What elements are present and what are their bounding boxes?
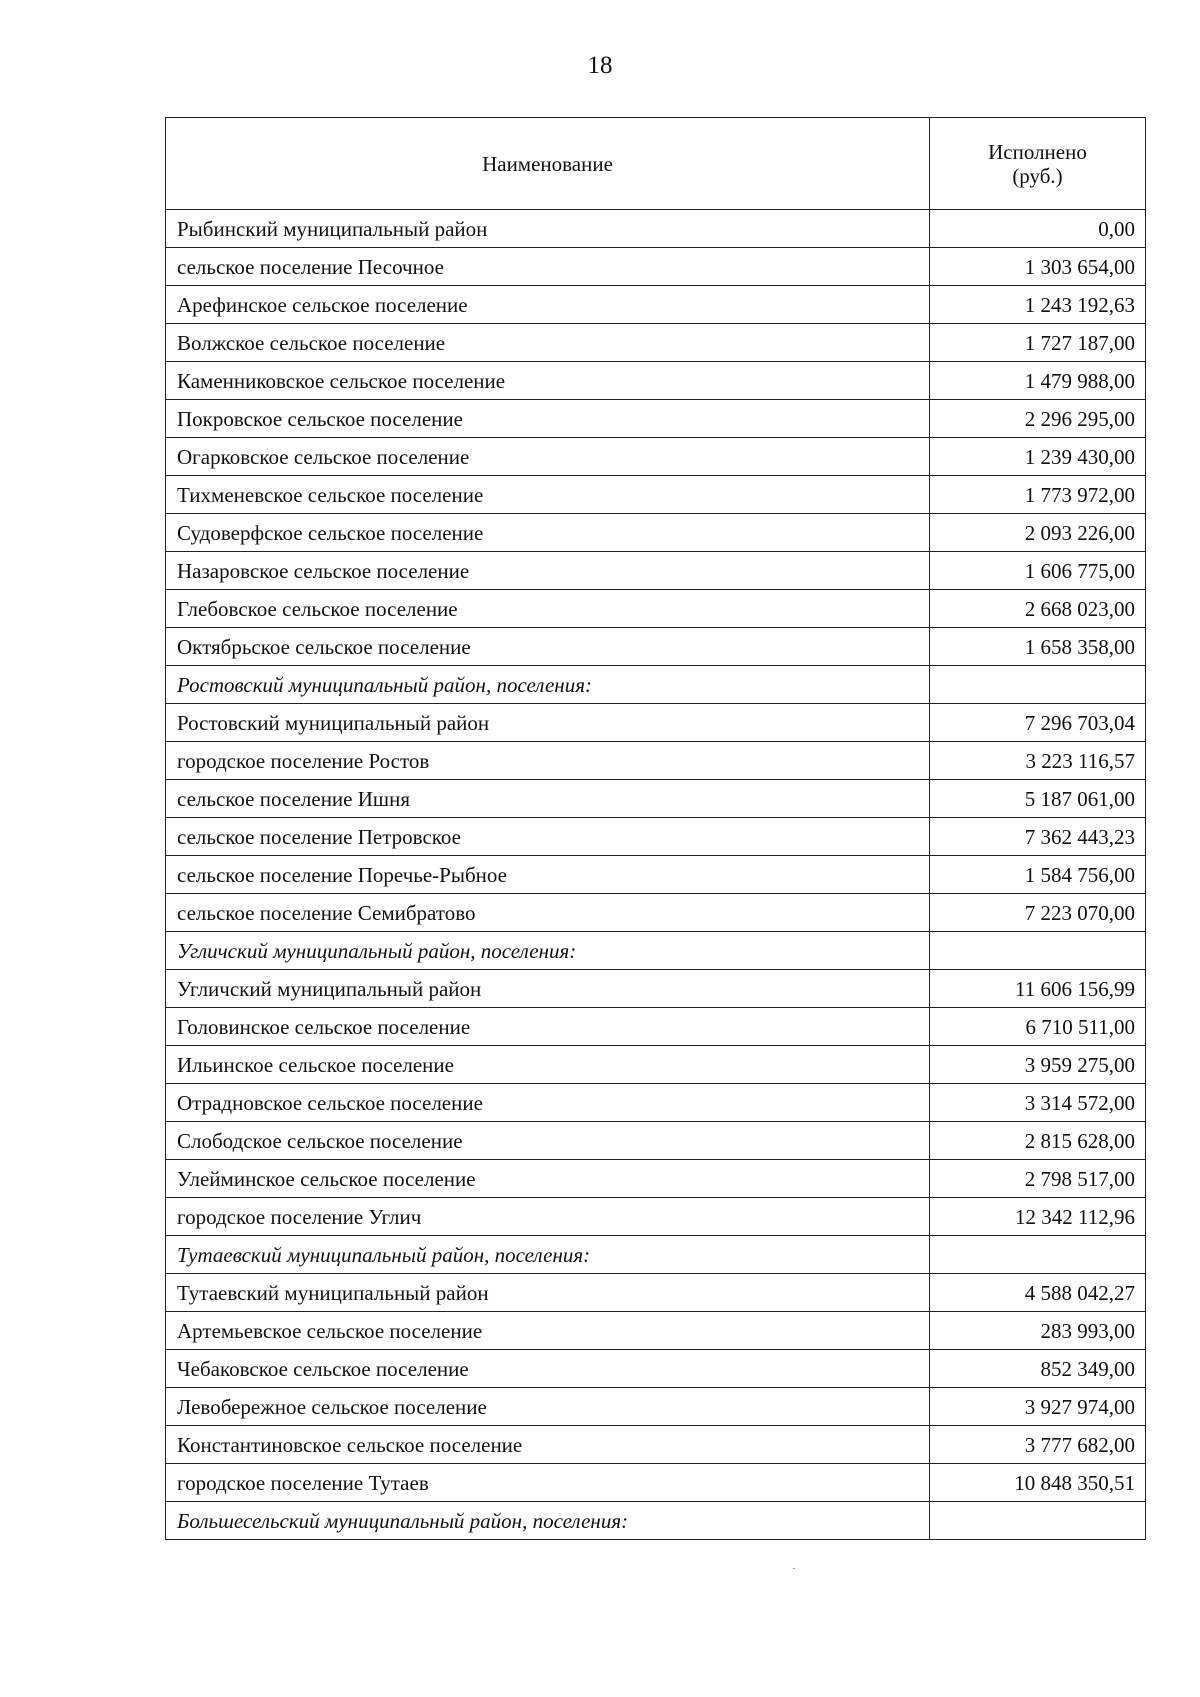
name-cell: Каменниковское сельское поселение bbox=[166, 362, 930, 400]
group-title-cell: Ростовский муниципальный район, поселения: bbox=[166, 666, 930, 704]
column-header-name: Наименование bbox=[166, 118, 930, 210]
table-row bbox=[166, 1388, 1146, 1426]
executed-amount-cell: 2 798 517,00 bbox=[930, 1160, 1146, 1198]
name-cell: городское поселение Тутаев bbox=[166, 1464, 930, 1502]
header-row bbox=[166, 118, 1146, 210]
name-cell: Волжское сельское поселение bbox=[166, 324, 930, 362]
table-row bbox=[166, 1198, 1146, 1236]
name-cell: сельское поселение Петровское bbox=[166, 818, 930, 856]
table-row bbox=[166, 476, 1146, 514]
name-cell: Артемьевское сельское поселение bbox=[166, 1312, 930, 1350]
table-row bbox=[166, 1008, 1146, 1046]
name-cell: Отрадновское сельское поселение bbox=[166, 1084, 930, 1122]
executed-amount-cell: 1 658 358,00 bbox=[930, 628, 1146, 666]
name-cell: Тихменевское сельское поселение bbox=[166, 476, 930, 514]
scan-speck bbox=[793, 1568, 795, 1569]
executed-amount-cell: 3 314 572,00 bbox=[930, 1084, 1146, 1122]
name-cell: сельское поселение Семибратово bbox=[166, 894, 930, 932]
name-cell: Огарковское сельское поселение bbox=[166, 438, 930, 476]
executed-amount-cell bbox=[930, 666, 1146, 704]
executed-amount-cell: 11 606 156,99 bbox=[930, 970, 1146, 1008]
column-header-executed-line2: (руб.) bbox=[1012, 163, 1063, 188]
name-cell: Угличский муниципальный район bbox=[166, 970, 930, 1008]
table-row bbox=[166, 248, 1146, 286]
group-header-row bbox=[166, 932, 1146, 970]
table-row bbox=[166, 1122, 1146, 1160]
name-cell: Ильинское сельское поселение bbox=[166, 1046, 930, 1084]
table-row bbox=[166, 780, 1146, 818]
table-row bbox=[166, 590, 1146, 628]
table-row bbox=[166, 742, 1146, 780]
name-cell: Арефинское сельское поселение bbox=[166, 286, 930, 324]
executed-amount-cell: 6 710 511,00 bbox=[930, 1008, 1146, 1046]
name-cell: сельское поселение Ишня bbox=[166, 780, 930, 818]
executed-amount-cell: 1 773 972,00 bbox=[930, 476, 1146, 514]
table-row bbox=[166, 1046, 1146, 1084]
name-cell: Константиновское сельское поселение bbox=[166, 1426, 930, 1464]
executed-amount-cell: 3 927 974,00 bbox=[930, 1388, 1146, 1426]
executed-amount-cell: 4 588 042,27 bbox=[930, 1274, 1146, 1312]
name-cell: сельское поселение Песочное bbox=[166, 248, 930, 286]
executed-amount-cell: 2 668 023,00 bbox=[930, 590, 1146, 628]
name-cell: Слободское сельское поселение bbox=[166, 1122, 930, 1160]
executed-amount-cell: 283 993,00 bbox=[930, 1312, 1146, 1350]
name-cell: Назаровское сельское поселение bbox=[166, 552, 930, 590]
executed-amount-cell: 10 848 350,51 bbox=[930, 1464, 1146, 1502]
table-row bbox=[166, 286, 1146, 324]
table-row bbox=[166, 438, 1146, 476]
table-row bbox=[166, 1084, 1146, 1122]
table-body bbox=[166, 210, 1146, 1540]
name-cell: Левобережное сельское поселение bbox=[166, 1388, 930, 1426]
table-row bbox=[166, 1464, 1146, 1502]
name-cell: Судоверфское сельское поселение bbox=[166, 514, 930, 552]
table-row bbox=[166, 324, 1146, 362]
table-row bbox=[166, 970, 1146, 1008]
group-header-row bbox=[166, 1236, 1146, 1274]
table-row bbox=[166, 1312, 1146, 1350]
executed-amount-cell bbox=[930, 1502, 1146, 1540]
executed-amount-cell: 2 815 628,00 bbox=[930, 1122, 1146, 1160]
executed-amount-cell: 12 342 112,96 bbox=[930, 1198, 1146, 1236]
executed-amount-cell: 3 959 275,00 bbox=[930, 1046, 1146, 1084]
name-cell: Октябрьское сельское поселение bbox=[166, 628, 930, 666]
name-cell: Покровское сельское поселение bbox=[166, 400, 930, 438]
group-title-cell: Угличский муниципальный район, поселения: bbox=[166, 932, 930, 970]
table-row bbox=[166, 894, 1146, 932]
executed-amount-cell: 852 349,00 bbox=[930, 1350, 1146, 1388]
group-title-cell: Тутаевский муниципальный район, поселения: bbox=[166, 1236, 930, 1274]
executed-amount-cell: 3 223 116,57 bbox=[930, 742, 1146, 780]
executed-amount-cell: 7 223 070,00 bbox=[930, 894, 1146, 932]
name-cell: Чебаковское сельское поселение bbox=[166, 1350, 930, 1388]
table-row bbox=[166, 1160, 1146, 1198]
name-cell: Улейминское сельское поселение bbox=[166, 1160, 930, 1198]
table-row bbox=[166, 514, 1146, 552]
executed-amount-cell: 1 243 192,63 bbox=[930, 286, 1146, 324]
table-row bbox=[166, 552, 1146, 590]
page-number: 18 bbox=[587, 52, 613, 79]
table-row bbox=[166, 362, 1146, 400]
table-row bbox=[166, 210, 1146, 248]
table-row bbox=[166, 1274, 1146, 1312]
executed-amount-cell: 3 777 682,00 bbox=[930, 1426, 1146, 1464]
table-row bbox=[166, 1350, 1146, 1388]
table-row bbox=[166, 1426, 1146, 1464]
executed-amount-cell: 1 584 756,00 bbox=[930, 856, 1146, 894]
group-header-row bbox=[166, 666, 1146, 704]
executed-amount-cell: 5 187 061,00 bbox=[930, 780, 1146, 818]
group-title-cell: Большесельский муниципальный район, поселения: bbox=[166, 1502, 930, 1540]
executed-amount-cell: 1 479 988,00 bbox=[930, 362, 1146, 400]
executed-amount-cell: 2 093 226,00 bbox=[930, 514, 1146, 552]
name-cell: сельское поселение Поречье-Рыбное bbox=[166, 856, 930, 894]
table-row bbox=[166, 704, 1146, 742]
group-header-row bbox=[166, 1502, 1146, 1540]
table-header bbox=[166, 118, 1146, 210]
name-cell: Глебовское сельское поселение bbox=[166, 590, 930, 628]
executed-amount-cell: 1 303 654,00 bbox=[930, 248, 1146, 286]
name-cell: Рыбинский муниципальный район bbox=[166, 210, 930, 248]
name-cell: городское поселение Ростов bbox=[166, 742, 930, 780]
executed-amount-cell bbox=[930, 1236, 1146, 1274]
column-header-executed-line1: Исполнено bbox=[988, 139, 1087, 164]
name-cell: городское поселение Углич bbox=[166, 1198, 930, 1236]
executed-amount-cell: 0,00 bbox=[930, 210, 1146, 248]
column-header-executed bbox=[930, 118, 1146, 210]
name-cell: Ростовский муниципальный район bbox=[166, 704, 930, 742]
executed-amount-cell: 1 727 187,00 bbox=[930, 324, 1146, 362]
name-cell: Тутаевский муниципальный район bbox=[166, 1274, 930, 1312]
executed-amount-cell: 7 296 703,04 bbox=[930, 704, 1146, 742]
name-cell: Головинское сельское поселение bbox=[166, 1008, 930, 1046]
table-row bbox=[166, 400, 1146, 438]
executed-amount-cell: 2 296 295,00 bbox=[930, 400, 1146, 438]
table-row bbox=[166, 628, 1146, 666]
table-row bbox=[166, 856, 1146, 894]
executed-amount-cell: 7 362 443,23 bbox=[930, 818, 1146, 856]
executed-amount-cell: 1 606 775,00 bbox=[930, 552, 1146, 590]
table-row bbox=[166, 818, 1146, 856]
executed-amount-cell bbox=[930, 932, 1146, 970]
executed-amount-cell: 1 239 430,00 bbox=[930, 438, 1146, 476]
budget-table bbox=[165, 117, 1146, 1540]
